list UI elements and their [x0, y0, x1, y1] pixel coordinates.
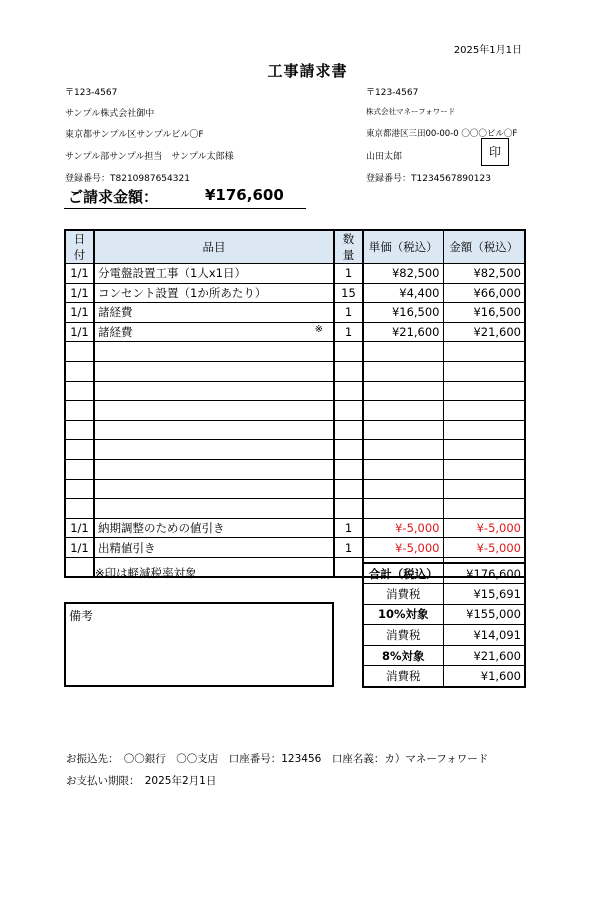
cell-unit-price	[363, 420, 443, 440]
table-row	[65, 479, 525, 499]
summary-row	[363, 625, 525, 646]
cell-unit-price	[363, 499, 443, 519]
billing-amount-label: ご請求金額：	[68, 188, 159, 206]
cell-unit-price	[363, 381, 443, 401]
cell-amount	[443, 499, 525, 519]
summary-row	[363, 584, 525, 605]
payment-deadline: お支払い期限： 2025年2月1日	[66, 775, 217, 787]
cell-unit-price: ¥16,500	[363, 303, 443, 323]
summary-row	[363, 563, 525, 584]
table-row	[65, 499, 525, 519]
page-title: 工事請求書	[267, 62, 348, 80]
cell-amount: ¥21,600	[443, 322, 525, 342]
summary-row	[363, 604, 525, 625]
cell-amount: ¥-5,000	[443, 538, 525, 558]
table-row	[65, 518, 525, 538]
table-row	[65, 459, 525, 479]
cell-date	[65, 342, 94, 362]
cell-unit-price	[363, 342, 443, 362]
cell-quantity: 1	[334, 322, 363, 342]
cell-quantity	[334, 342, 363, 362]
cell-unit-price	[363, 479, 443, 499]
recipient-address: 東京都サンプル区サンプルビル〇F	[65, 130, 204, 140]
cell-item	[94, 283, 334, 303]
cell-unit-price: ¥4,400	[363, 283, 443, 303]
cell-amount: ¥-5,000	[443, 518, 525, 538]
cell-quantity	[334, 557, 363, 577]
table-row	[65, 342, 525, 362]
summary-value: ¥155,000	[443, 604, 525, 625]
recipient-person: サンプル部サンプル担当 サンプル太郎様	[65, 152, 234, 162]
item-name: 出精値引き	[98, 540, 156, 555]
item-name: 納期調整のための値引き	[98, 521, 225, 536]
cell-amount	[443, 401, 525, 421]
summary-label: 8%対象	[363, 645, 443, 666]
cell-item	[94, 303, 334, 323]
table-row	[65, 381, 525, 401]
recipient-registration: 登録番号：T8210987654321	[65, 174, 190, 184]
billing-amount-value: ¥176,600	[205, 186, 284, 204]
seal-stamp: 印	[481, 138, 509, 166]
cell-amount: ¥16,500	[443, 303, 525, 323]
cell-item	[94, 479, 334, 499]
issuer-registration: 登録番号：T1234567890123	[366, 174, 491, 184]
table-row	[65, 361, 525, 381]
header-item: 品目	[94, 230, 334, 264]
cell-quantity	[334, 401, 363, 421]
cell-unit-price: ¥-5,000	[363, 538, 443, 558]
cell-quantity	[334, 479, 363, 499]
summary-value: ¥176,600	[443, 563, 525, 584]
cell-quantity	[334, 499, 363, 519]
summary-label: 消費税	[363, 666, 443, 687]
summary-label: 合計（税込）	[363, 563, 443, 584]
cell-date: 1/1	[65, 538, 94, 558]
cell-amount	[443, 459, 525, 479]
cell-quantity	[334, 361, 363, 381]
cell-unit-price	[363, 459, 443, 479]
item-name: 諸経費	[98, 325, 133, 340]
header-amount: 金額（税込）	[443, 230, 525, 264]
cell-quantity	[334, 440, 363, 460]
summary-value: ¥21,600	[443, 645, 525, 666]
remarks-label: 備考	[69, 609, 94, 623]
payment-transfer: お振込先： 〇〇銀行 〇〇支店 口座番号：123456 口座名義：カ）マネーフォワード	[66, 753, 489, 765]
issuer-address: 東京都港区三田00-00-0 〇〇〇ビル〇F	[366, 129, 518, 139]
cell-quantity	[334, 420, 363, 440]
cell-date: 1/1	[65, 518, 94, 538]
header-date: 日付	[65, 230, 94, 264]
cell-date	[65, 479, 94, 499]
cell-item	[94, 440, 334, 460]
remarks-box	[64, 602, 334, 687]
cell-unit-price: ¥82,500	[363, 264, 443, 284]
summary-value: ¥1,600	[443, 666, 525, 687]
table-row	[65, 283, 525, 303]
line-items-table	[64, 229, 526, 578]
cell-unit-price	[363, 401, 443, 421]
cell-quantity: 1	[334, 538, 363, 558]
cell-date	[65, 361, 94, 381]
invoice-date: 2025年1月1日	[453, 45, 522, 56]
summary-label: 消費税	[363, 625, 443, 646]
cell-date	[65, 420, 94, 440]
issuer-company: 株式会社マネーフォワード	[366, 107, 456, 116]
cell-date: 1/1	[65, 264, 94, 284]
summary-table	[362, 562, 526, 688]
cell-amount	[443, 479, 525, 499]
header-unit-price: 単価（税込）	[363, 230, 443, 264]
table-row	[65, 440, 525, 460]
cell-amount	[443, 381, 525, 401]
billing-amount-box	[64, 186, 306, 209]
cell-amount	[443, 342, 525, 362]
cell-item	[94, 342, 334, 362]
cell-item	[94, 538, 334, 558]
reduced-tax-note: ※印は軽減税率対象	[95, 566, 197, 580]
table-row	[65, 264, 525, 284]
cell-item	[94, 459, 334, 479]
cell-date	[65, 381, 94, 401]
table-header-row	[65, 230, 525, 264]
cell-quantity: 1	[334, 518, 363, 538]
cell-unit-price: ¥-5,000	[363, 518, 443, 538]
table-row	[65, 401, 525, 421]
cell-amount	[443, 361, 525, 381]
table-row	[65, 303, 525, 323]
cell-date	[65, 557, 94, 577]
summary-row	[363, 666, 525, 687]
table-row	[65, 420, 525, 440]
cell-quantity	[334, 381, 363, 401]
table-row	[65, 538, 525, 558]
cell-item	[94, 401, 334, 421]
summary-label: 10%対象	[363, 604, 443, 625]
cell-date	[65, 499, 94, 519]
recipient-company: サンプル株式会社御中	[65, 109, 155, 119]
summary-row	[363, 645, 525, 666]
item-name: 諸経費	[98, 305, 133, 320]
cell-quantity: 1	[334, 303, 363, 323]
cell-date: 1/1	[65, 322, 94, 342]
cell-quantity: 15	[334, 283, 363, 303]
recipient-postal: 〒123-4567	[65, 88, 118, 98]
cell-date	[65, 440, 94, 460]
cell-amount	[443, 440, 525, 460]
cell-item	[94, 518, 334, 538]
item-name: コンセント設置（1か所あたり）	[98, 285, 267, 300]
cell-date	[65, 459, 94, 479]
cell-amount: ¥66,000	[443, 283, 525, 303]
reduced-tax-mark: ※	[314, 323, 323, 335]
issuer-postal: 〒123-4567	[366, 88, 419, 98]
cell-quantity: 1	[334, 264, 363, 284]
cell-unit-price	[363, 361, 443, 381]
cell-item	[94, 420, 334, 440]
cell-item	[94, 322, 334, 342]
cell-unit-price: ¥21,600	[363, 322, 443, 342]
cell-item	[94, 361, 334, 381]
header-quantity: 数量	[334, 230, 363, 264]
cell-item	[94, 381, 334, 401]
cell-amount: ¥82,500	[443, 264, 525, 284]
item-name: 分電盤設置工事（1人x1日）	[98, 266, 246, 281]
cell-unit-price	[363, 440, 443, 460]
cell-date: 1/1	[65, 283, 94, 303]
issuer-person: 山田太郎	[366, 152, 403, 162]
cell-date: 1/1	[65, 303, 94, 323]
cell-quantity	[334, 459, 363, 479]
summary-value: ¥14,091	[443, 625, 525, 646]
summary-value: ¥15,691	[443, 584, 525, 605]
cell-item	[94, 499, 334, 519]
cell-item	[94, 264, 334, 284]
table-row	[65, 322, 525, 342]
cell-date	[65, 401, 94, 421]
cell-amount	[443, 420, 525, 440]
summary-label: 消費税	[363, 584, 443, 605]
